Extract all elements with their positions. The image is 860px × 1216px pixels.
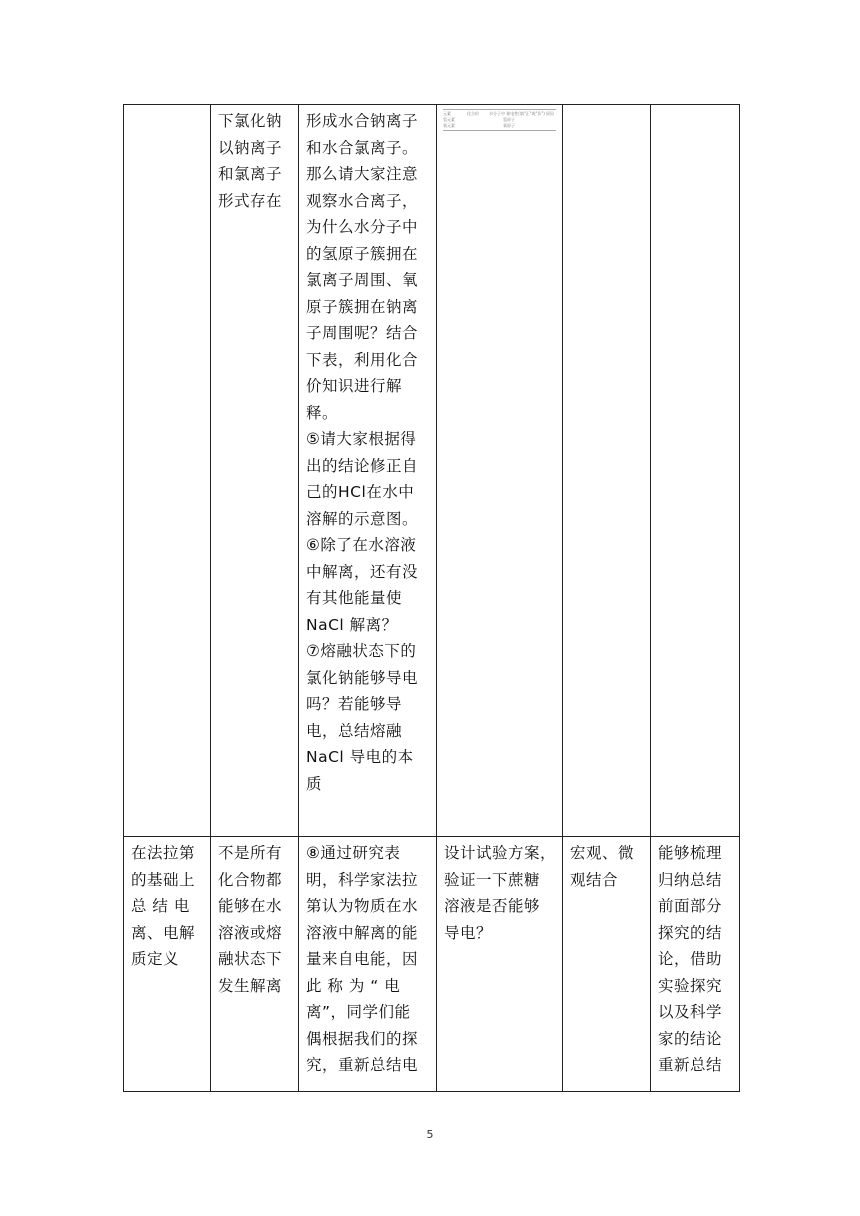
table-cell xyxy=(124,837,211,1092)
table-cell xyxy=(651,837,740,1092)
cell-text: ⑧通过研究表 明，科学家法拉 第认为物质在水 溶液中解离的能 量来自电能，因 此 称 为 “ 电 离”，同学们能 偶根据我们的探 究，重新总结电 xyxy=(306,844,419,1074)
cell-text: 在法拉第 的基础上 总 结 电 离、电解 质定义 xyxy=(131,844,196,968)
table-cell xyxy=(299,105,437,837)
cell-text: 下氯化钠 以钠离子 和氯离子 形式存在 xyxy=(218,112,283,210)
table-cell xyxy=(211,837,299,1092)
mini-table-header: 元素 化合价 水分子中 谁电性(填"正"或"负") 原因 xyxy=(443,111,555,116)
table-cell xyxy=(437,105,563,837)
table-row xyxy=(124,105,740,837)
cell-text: 能够梳理 归纳总结 前面部分 探究的结 论，借助 实验探究 以及科学 家的结论 重新总结 xyxy=(658,844,723,1074)
cell-text: 宏观、微 观结合 xyxy=(570,844,635,889)
table-cell xyxy=(437,837,563,1092)
table-cell xyxy=(211,105,299,837)
embedded-valence-table xyxy=(443,109,556,131)
table-cell xyxy=(651,105,740,837)
mini-table-row: 氧元素 氧原子 xyxy=(443,123,515,128)
table-cell xyxy=(563,837,651,1092)
cell-text: 不是所有 化合物都 能够在水 溶液或熔 融状态下 发生解离 xyxy=(218,844,283,995)
cell-text: 设计试验方案， 验证一下蔗糖 溶液是否能够 导电？ xyxy=(444,844,557,942)
lesson-plan-table xyxy=(123,104,740,1092)
table-cell xyxy=(124,105,211,837)
table-row xyxy=(124,837,740,1092)
page-number: 5 xyxy=(426,1128,434,1141)
table-cell xyxy=(563,105,651,837)
table-cell xyxy=(299,837,437,1092)
cell-text: 形成水合钠离子 和水合氯离子。 那么请大家注意 观察水合离子， 为什么水分子中 的氢原子簇拥在 氯离子周围、氧 原子簇拥在钠离 子周围呢？结合 下表，利用化合 价知识进行解 释。 ⑤请大家根据得 出的结论修正自 己的HCl在水中 溶解的示意图。 ⑥除了在水溶液 中解离，还有没 有其他能量使 NaCl 解离？ ⑦熔融状态下的 氯化钠能够导电 吗？若能够导 电，总结熔融 NaCl 导电的本 质 xyxy=(306,112,419,793)
mini-table-row: 氢元素 氢原子 xyxy=(443,117,515,122)
